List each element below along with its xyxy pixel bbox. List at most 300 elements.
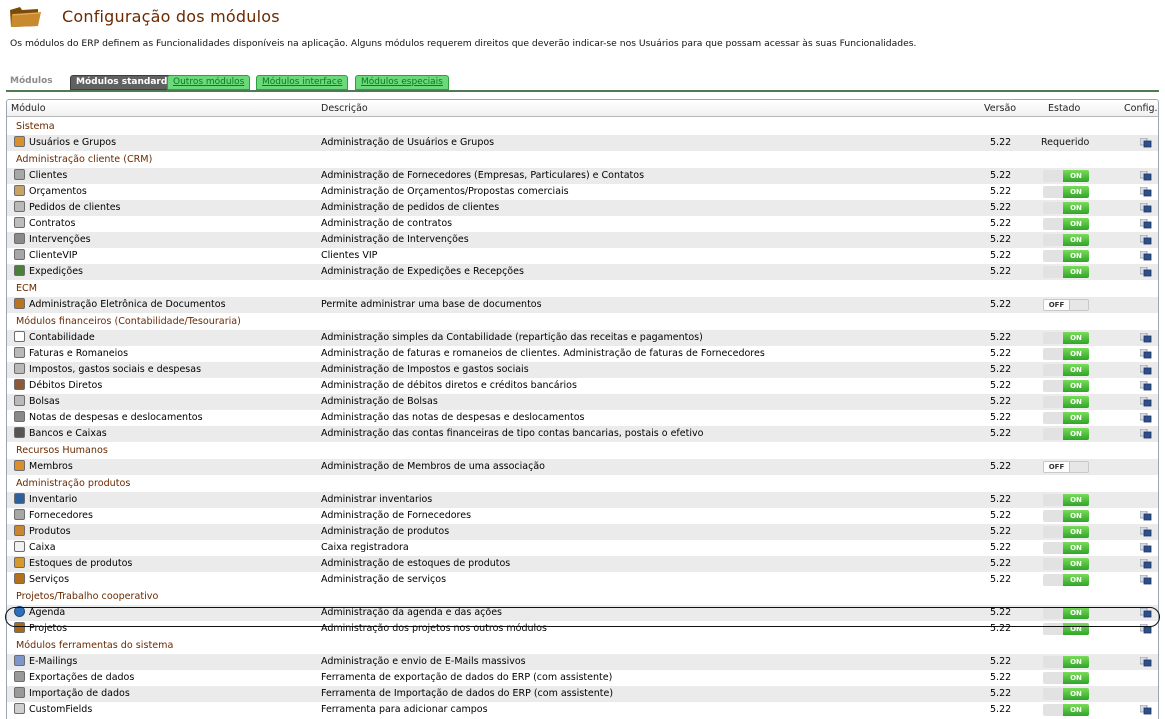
page-description: Os módulos do ERP definem as Funcionalidades disponíveis na aplicação. Alguns módulos requerem direitos que deverão indicar-se nos Usuários para que possam acessar às suas Funcionalidades. <box>10 38 917 49</box>
setup-icon[interactable] <box>1140 138 1152 148</box>
module-version: 5.22 <box>990 250 1012 261</box>
module-name: Impostos, gastos sociais e despesas <box>29 364 202 375</box>
toggle-label: ON <box>1063 672 1089 684</box>
module-version: 5.22 <box>990 461 1012 472</box>
setup-icon[interactable] <box>1140 251 1152 261</box>
category-label: Recursos Humanos <box>16 445 108 456</box>
member-icon <box>14 460 25 471</box>
module-state-cell <box>1043 621 1089 637</box>
module-row <box>7 362 1158 378</box>
module-row <box>7 200 1158 216</box>
module-toggle-on[interactable] <box>1043 186 1089 198</box>
module-row <box>7 330 1158 346</box>
module-name-cell <box>14 492 77 508</box>
table-body <box>7 118 1158 718</box>
module-description: Administração da agenda e das ações <box>321 607 502 618</box>
module-name-cell <box>14 200 121 216</box>
module-name-cell <box>14 654 77 670</box>
module-version: 5.22 <box>990 234 1012 245</box>
category-label: Projetos/Trabalho cooperativo <box>16 591 159 602</box>
module-name-cell <box>14 394 60 410</box>
module-row <box>7 232 1158 248</box>
module-toggle-on[interactable] <box>1043 364 1089 376</box>
module-row <box>7 248 1158 264</box>
module-name: Débitos Diretos <box>29 380 103 391</box>
module-description: Administração simples da Contabilidade (repartição das receitas e pagamentos) <box>321 332 703 343</box>
module-description: Administração de Usuários e Grupos <box>321 137 495 148</box>
module-state-cell <box>1043 459 1089 475</box>
tab-standard-modules[interactable]: Módulos standard <box>70 75 173 90</box>
module-name-cell <box>14 686 130 702</box>
module-name: Usuários e Grupos <box>29 137 117 148</box>
module-name: Notas de despesas e deslocamentos <box>29 412 203 423</box>
module-name: ClienteVIP <box>29 250 78 261</box>
category-row <box>7 151 1158 168</box>
module-version: 5.22 <box>990 202 1012 213</box>
module-name-cell <box>14 670 134 686</box>
module-name: Fornecedores <box>29 510 93 521</box>
module-version: 5.22 <box>990 348 1012 359</box>
setup-icon[interactable] <box>1140 511 1152 521</box>
column-header-version: Versão <box>984 103 1017 114</box>
required-label: Requerido <box>1041 137 1090 148</box>
product-icon <box>14 525 25 536</box>
contract-icon <box>14 217 25 228</box>
category-row <box>7 442 1158 459</box>
setup-icon[interactable] <box>1140 349 1152 359</box>
module-name-cell <box>14 168 67 184</box>
module-name-cell <box>14 378 102 394</box>
module-name-cell <box>14 556 132 572</box>
company-icon <box>14 249 25 260</box>
module-row <box>7 524 1158 540</box>
module-row <box>7 572 1158 588</box>
module-version: 5.22 <box>990 672 1012 683</box>
module-description: Ferramenta para adicionar campos <box>321 704 488 715</box>
invoice-icon <box>14 347 25 358</box>
agenda-icon <box>14 606 25 617</box>
module-row <box>7 621 1158 637</box>
module-row <box>7 346 1158 362</box>
module-description: Administração de Membros de uma associação <box>321 461 545 472</box>
service-icon <box>14 573 25 584</box>
module-toggle-on[interactable] <box>1043 250 1089 262</box>
setup-icon[interactable] <box>1140 608 1152 618</box>
setup-icon[interactable] <box>1140 235 1152 245</box>
setup-icon[interactable] <box>1140 333 1152 343</box>
module-version: 5.22 <box>990 380 1012 391</box>
module-state-cell <box>1043 686 1089 702</box>
category-label: Módulos ferramentas do sistema <box>16 640 174 651</box>
setup-icon[interactable] <box>1140 705 1152 715</box>
module-row <box>7 654 1158 670</box>
toggle-label: ON <box>1063 218 1089 230</box>
module-version: 5.22 <box>990 412 1012 423</box>
setup-icon[interactable] <box>1140 543 1152 553</box>
module-description: Administração das notas de despesas e deslocamentos <box>321 412 585 423</box>
toggle-label: ON <box>1063 574 1089 586</box>
module-row <box>7 702 1158 718</box>
module-toggle-on[interactable] <box>1043 542 1089 554</box>
toggle-label: ON <box>1063 250 1089 262</box>
module-row <box>7 168 1158 184</box>
tab-other-modules[interactable]: Outros módulos <box>167 75 250 90</box>
setup-icon[interactable] <box>1140 171 1152 181</box>
module-toggle-on[interactable] <box>1043 170 1089 182</box>
module-name: Projetos <box>29 623 68 634</box>
toggle-label: ON <box>1063 494 1089 506</box>
module-toggle-on[interactable] <box>1043 348 1089 360</box>
module-name: E-Mailings <box>29 656 78 667</box>
column-header-config: Config. <box>1124 103 1158 114</box>
module-row <box>7 540 1158 556</box>
module-state-cell <box>1043 508 1089 524</box>
module-toggle-on[interactable] <box>1043 623 1089 635</box>
category-label: Administração produtos <box>16 478 131 489</box>
category-label: Módulos financeiros (Contabilidade/Tesouraria) <box>16 316 241 327</box>
module-description: Administrar inventarios <box>321 494 433 505</box>
module-state-cell <box>1043 426 1089 442</box>
module-toggle-on[interactable] <box>1043 218 1089 230</box>
module-name: Clientes <box>29 170 68 181</box>
setup-icon[interactable] <box>1140 575 1152 585</box>
module-name: Bolsas <box>29 396 60 407</box>
category-row <box>7 118 1158 135</box>
module-row <box>7 686 1158 702</box>
folder-icon <box>8 4 42 28</box>
module-version: 5.22 <box>990 510 1012 521</box>
module-row <box>7 410 1158 426</box>
module-state-cell <box>1043 135 1089 151</box>
module-toggle-on[interactable] <box>1043 202 1089 214</box>
setup-icon[interactable] <box>1140 381 1152 391</box>
module-description: Administração de serviços <box>321 574 447 585</box>
module-name: Importação de dados <box>29 688 130 699</box>
module-version: 5.22 <box>990 704 1012 715</box>
module-description: Administração de Bolsas <box>321 396 438 407</box>
inventory-icon <box>14 493 25 504</box>
module-row <box>7 508 1158 524</box>
debit-icon <box>14 379 25 390</box>
module-name-cell <box>14 135 116 151</box>
module-name: Bancos e Caixas <box>29 428 107 439</box>
module-name: Administração Eletrônica de Documentos <box>29 299 226 310</box>
module-state-cell <box>1043 297 1089 313</box>
module-name-cell <box>14 572 69 588</box>
module-row <box>7 459 1158 475</box>
module-description: Ferramenta de exportação de dados do ERP (com assistente) <box>321 672 613 683</box>
module-name: Agenda <box>29 607 66 618</box>
module-version: 5.22 <box>990 266 1012 277</box>
module-description: Administração de Fornecedores <box>321 510 472 521</box>
proposal-icon <box>14 185 25 196</box>
module-name: Inventario <box>29 494 78 505</box>
module-toggle-on[interactable] <box>1043 558 1089 570</box>
tabs-underline <box>6 90 1159 92</box>
module-name: Serviços <box>29 574 70 585</box>
accounting-icon <box>14 331 25 342</box>
toggle-label: ON <box>1063 704 1089 716</box>
module-name: Faturas e Romaneios <box>29 348 129 359</box>
module-toggle-on[interactable] <box>1043 428 1089 440</box>
module-name: Expedições <box>29 266 83 277</box>
setup-icon[interactable] <box>1140 624 1152 634</box>
category-row <box>7 588 1158 605</box>
module-version: 5.22 <box>990 558 1012 569</box>
module-state-cell <box>1043 362 1089 378</box>
module-description: Administração de Orçamentos/Propostas comerciais <box>321 186 569 197</box>
setup-icon[interactable] <box>1140 219 1152 229</box>
grant-icon <box>14 395 25 406</box>
customfields-icon <box>14 703 25 714</box>
module-toggle-on[interactable] <box>1043 672 1089 684</box>
toggle-label: ON <box>1063 348 1089 360</box>
export-icon <box>14 671 25 682</box>
expense-icon <box>14 411 25 422</box>
module-name: Intervenções <box>29 234 91 245</box>
module-name-cell <box>14 702 92 718</box>
toggle-label: ON <box>1063 202 1089 214</box>
module-version: 5.22 <box>990 494 1012 505</box>
module-description: Ferramenta de Importação de dados do ERP (com assistente) <box>321 688 614 699</box>
module-toggle-on[interactable] <box>1043 332 1089 344</box>
module-toggle-on[interactable] <box>1043 510 1089 522</box>
module-version: 5.22 <box>990 428 1012 439</box>
module-name-cell <box>14 524 71 540</box>
module-row <box>7 556 1158 572</box>
module-version: 5.22 <box>990 396 1012 407</box>
module-version: 5.22 <box>990 332 1012 343</box>
module-description: Caixa registradora <box>321 542 409 553</box>
module-row <box>7 394 1158 410</box>
toggle-label: ON <box>1063 266 1089 278</box>
category-label: Sistema <box>16 121 55 132</box>
toggle-label: OFF <box>1044 462 1070 472</box>
module-toggle-on[interactable] <box>1043 396 1089 408</box>
column-header-description: Descrição <box>321 103 368 114</box>
setup-icon[interactable] <box>1140 429 1152 439</box>
module-version: 5.22 <box>990 542 1012 553</box>
setup-icon[interactable] <box>1140 187 1152 197</box>
page-header <box>0 0 1165 36</box>
module-state-cell <box>1043 378 1089 394</box>
import-icon <box>14 687 25 698</box>
toggle-label: ON <box>1063 396 1089 408</box>
module-version: 5.22 <box>990 688 1012 699</box>
tab-interface-modules[interactable]: Módulos interface <box>256 75 348 90</box>
module-name-cell <box>14 248 77 264</box>
module-row <box>7 378 1158 394</box>
setup-icon[interactable] <box>1140 413 1152 423</box>
module-row <box>7 216 1158 232</box>
module-name-cell <box>14 410 203 426</box>
toggle-label: ON <box>1063 542 1089 554</box>
module-state-cell <box>1043 184 1089 200</box>
module-state-cell <box>1043 264 1089 280</box>
module-name: Estoques de produtos <box>29 558 133 569</box>
module-state-cell <box>1043 492 1089 508</box>
module-state-cell <box>1043 394 1089 410</box>
module-state-cell <box>1043 232 1089 248</box>
toggle-label: ON <box>1063 332 1089 344</box>
tab-special-modules[interactable]: Módulos especiais <box>355 75 449 90</box>
module-toggle-on[interactable] <box>1043 412 1089 424</box>
module-tabs <box>6 75 1159 90</box>
module-state-cell <box>1043 248 1089 264</box>
module-name-cell <box>14 362 201 378</box>
category-row <box>7 280 1158 297</box>
module-description: Administração de Intervenções <box>321 234 469 245</box>
module-version: 5.22 <box>990 656 1012 667</box>
intervention-icon <box>14 233 25 244</box>
toggle-label: ON <box>1063 186 1089 198</box>
module-state-cell <box>1043 346 1089 362</box>
module-description: Administração de Fornecedores (Empresas, Particulares) e Contatos <box>321 170 645 181</box>
category-row <box>7 475 1158 492</box>
module-state-cell <box>1043 702 1089 718</box>
module-name-cell <box>14 232 91 248</box>
module-row <box>7 492 1158 508</box>
setup-icon[interactable] <box>1140 203 1152 213</box>
module-description: Administração de pedidos de clientes <box>321 202 500 213</box>
setup-icon[interactable] <box>1140 267 1152 277</box>
company-icon <box>14 169 25 180</box>
module-version: 5.22 <box>990 623 1012 634</box>
module-toggle-on[interactable] <box>1043 380 1089 392</box>
module-description: Administração de Impostos e gastos sociais <box>321 364 529 375</box>
toggle-label: ON <box>1063 558 1089 570</box>
table-header <box>7 100 1158 117</box>
module-name: Pedidos de clientes <box>29 202 121 213</box>
stock-icon <box>14 557 25 568</box>
module-state-cell <box>1043 572 1089 588</box>
module-description: Administração de débitos diretos e créditos bancários <box>321 380 577 391</box>
module-name-cell <box>14 264 83 280</box>
toggle-label: ON <box>1063 170 1089 182</box>
module-version: 5.22 <box>990 364 1012 375</box>
module-name-cell <box>14 330 95 346</box>
module-state-cell <box>1043 605 1089 621</box>
module-version: 5.22 <box>990 218 1012 229</box>
module-toggle-on[interactable] <box>1043 494 1089 506</box>
module-state-cell <box>1043 410 1089 426</box>
module-name: Membros <box>29 461 73 472</box>
module-description: Administração de Expedições e Recepções <box>321 266 524 277</box>
module-version: 5.22 <box>990 170 1012 181</box>
module-name-cell <box>14 426 107 442</box>
module-toggle-off[interactable] <box>1043 461 1089 473</box>
setup-icon[interactable] <box>1140 397 1152 407</box>
truck-icon <box>14 265 25 276</box>
module-name-cell <box>14 605 65 621</box>
module-toggle-off[interactable] <box>1043 299 1089 311</box>
module-toggle-on[interactable] <box>1043 656 1089 668</box>
toggle-label: ON <box>1063 364 1089 376</box>
bank-icon <box>14 427 25 438</box>
module-row <box>7 670 1158 686</box>
module-description: Administração de faturas e romaneios de clientes. Administração de faturas de Fornecedores <box>321 348 765 359</box>
module-name-cell <box>14 621 67 637</box>
module-toggle-on[interactable] <box>1043 234 1089 246</box>
module-toggle-on[interactable] <box>1043 607 1089 619</box>
module-name-cell <box>14 297 226 313</box>
module-state-cell <box>1043 670 1089 686</box>
module-state-cell <box>1043 540 1089 556</box>
module-name: Produtos <box>29 526 71 537</box>
module-name: Caixa <box>29 542 56 553</box>
mailing-icon <box>14 655 25 666</box>
module-version: 5.22 <box>990 526 1012 537</box>
module-description: Clientes VIP <box>321 250 378 261</box>
module-name-cell <box>14 216 75 232</box>
module-name: Contabilidade <box>29 332 95 343</box>
toggle-label: ON <box>1063 526 1089 538</box>
toggle-label: ON <box>1063 234 1089 246</box>
module-row <box>7 135 1158 151</box>
module-description: Administração dos projetos nos outros módulos <box>321 623 547 634</box>
page-title: Configuração dos módulos <box>62 7 280 26</box>
toggle-label: ON <box>1063 607 1089 619</box>
module-state-cell <box>1043 200 1089 216</box>
setup-icon[interactable] <box>1140 365 1152 375</box>
module-name: Orçamentos <box>29 186 87 197</box>
module-version: 5.22 <box>990 299 1012 310</box>
toggle-label: ON <box>1063 656 1089 668</box>
module-toggle-on[interactable] <box>1043 526 1089 538</box>
category-label: Administração cliente (CRM) <box>16 154 153 165</box>
setup-icon[interactable] <box>1140 527 1152 537</box>
tax-icon <box>14 363 25 374</box>
column-header-state: Estado <box>1048 103 1081 114</box>
module-state-cell <box>1043 168 1089 184</box>
module-version: 5.22 <box>990 574 1012 585</box>
setup-icon[interactable] <box>1140 559 1152 569</box>
module-row <box>7 426 1158 442</box>
module-name-cell <box>14 459 73 475</box>
module-description: Administração de produtos <box>321 526 450 537</box>
module-toggle-on[interactable] <box>1043 704 1089 716</box>
module-toggle-on[interactable] <box>1043 574 1089 586</box>
module-description: Administração das contas financeiras de tipo contas bancarias, postais o efetivo <box>321 428 704 439</box>
module-description: Administração de estoques de produtos <box>321 558 511 569</box>
company-icon <box>14 509 25 520</box>
module-state-cell <box>1043 524 1089 540</box>
module-version: 5.22 <box>990 137 1012 148</box>
module-state-cell <box>1043 330 1089 346</box>
module-name: Exportações de dados <box>29 672 135 683</box>
module-name: Contratos <box>29 218 76 229</box>
module-description: Administração de contratos <box>321 218 453 229</box>
toggle-label: ON <box>1063 428 1089 440</box>
cash-register-icon <box>14 541 25 552</box>
project-icon <box>14 622 25 633</box>
users-icon <box>14 136 25 147</box>
toggle-label: ON <box>1063 688 1089 700</box>
module-version: 5.22 <box>990 186 1012 197</box>
module-toggle-on[interactable] <box>1043 266 1089 278</box>
module-version: 5.22 <box>990 607 1012 618</box>
module-row <box>7 297 1158 313</box>
module-name-cell <box>14 540 56 556</box>
module-row <box>7 184 1158 200</box>
setup-icon[interactable] <box>1140 657 1152 667</box>
module-toggle-on[interactable] <box>1043 688 1089 700</box>
module-row <box>7 264 1158 280</box>
module-description: Administração e envio de E-Mails massivos <box>321 656 526 667</box>
toggle-label: ON <box>1063 623 1089 635</box>
category-label: ECM <box>16 283 38 294</box>
module-description: Permite administrar uma base de documentos <box>321 299 542 310</box>
